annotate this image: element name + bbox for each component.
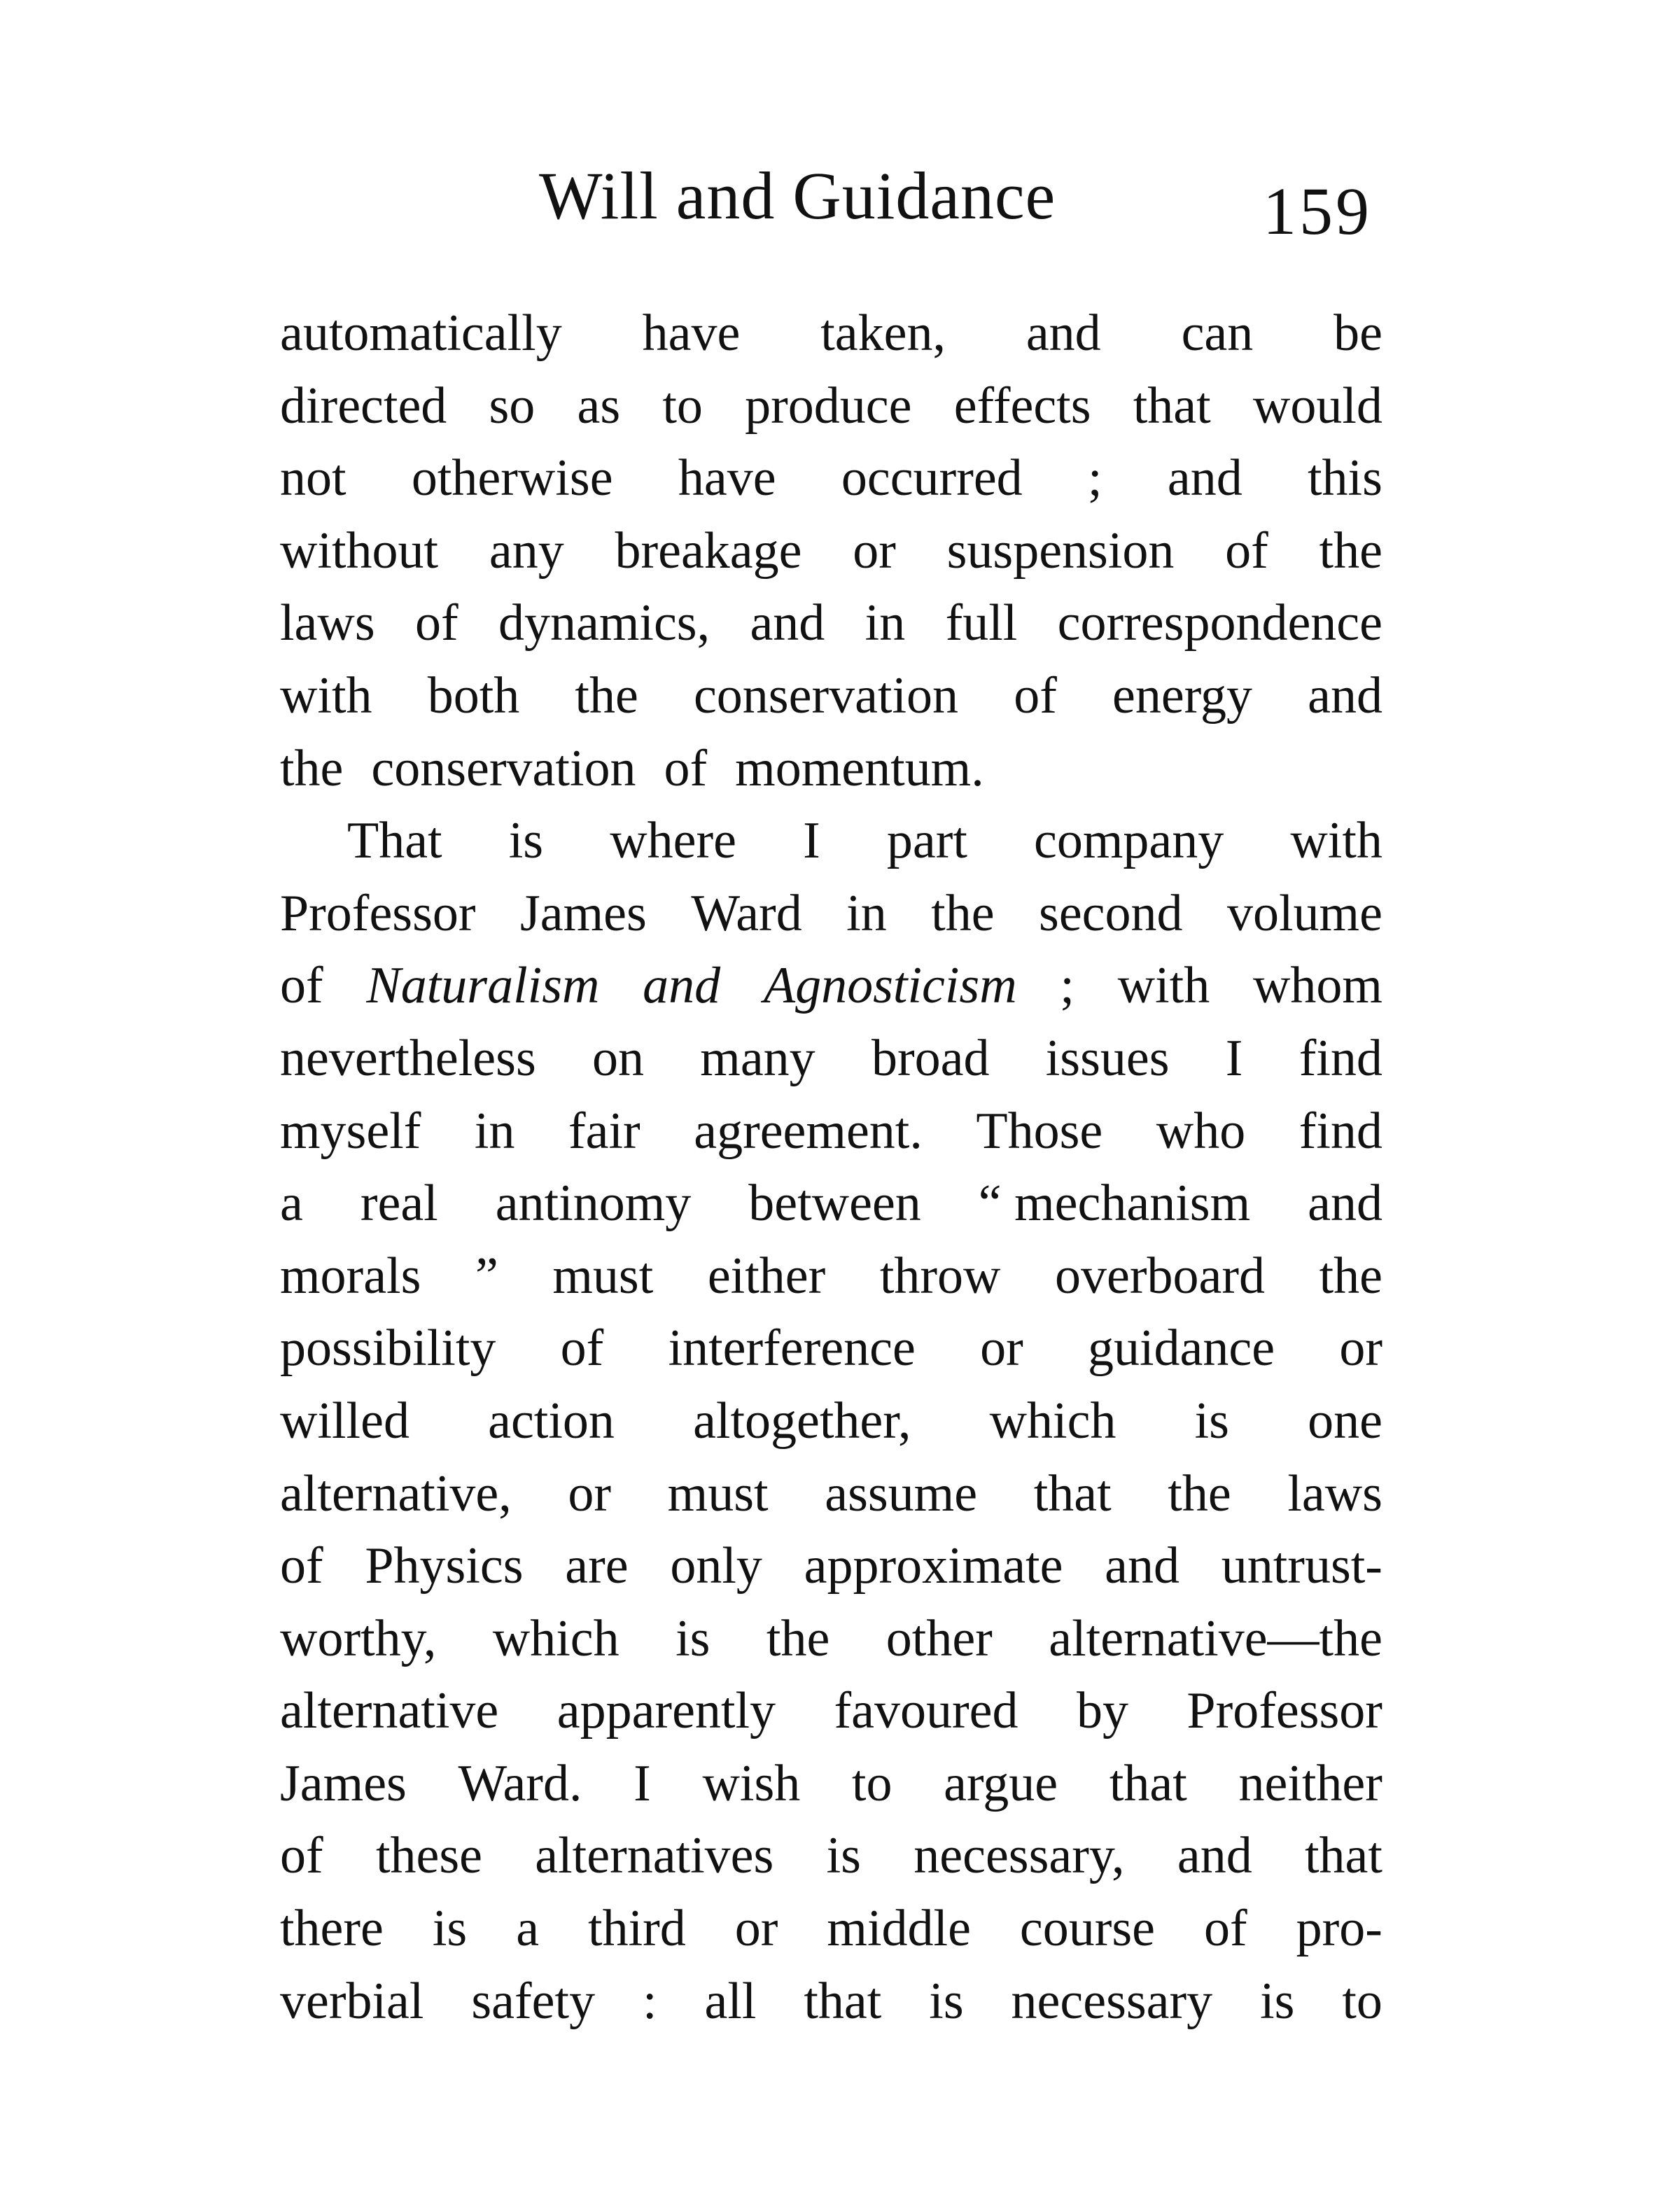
word: is <box>1194 1392 1229 1450</box>
word: have <box>678 449 776 507</box>
word: find <box>1298 1029 1382 1087</box>
page-number: 159 <box>1263 174 1372 248</box>
word: guidance <box>1088 1320 1275 1378</box>
paragraph <box>280 805 1382 2038</box>
text-line <box>280 950 1382 1023</box>
word: is <box>676 1609 710 1667</box>
word: otherwise <box>411 449 613 507</box>
word: of <box>280 1827 323 1885</box>
text-line <box>280 1966 1382 2038</box>
word: there <box>280 1900 384 1958</box>
word: third <box>588 1900 686 1958</box>
word: the <box>931 884 995 942</box>
word: whom <box>1252 957 1382 1015</box>
word: antinomy <box>495 1175 692 1233</box>
word: or <box>980 1320 1023 1378</box>
word: interference <box>668 1320 916 1378</box>
text-line <box>280 298 1382 370</box>
word: is <box>1260 1972 1295 2030</box>
word: the <box>766 1609 830 1667</box>
word: only <box>670 1537 762 1595</box>
word: in <box>864 594 906 652</box>
word: necessary <box>1011 1972 1213 2030</box>
word: that <box>1304 1827 1382 1885</box>
word: with <box>280 666 372 724</box>
text-line <box>280 442 1382 515</box>
word: James <box>519 884 647 942</box>
word: nevertheless <box>280 1029 536 1087</box>
text-line <box>280 515 1382 588</box>
word: dynamics, <box>498 594 710 652</box>
word: is <box>929 1972 964 2030</box>
word: part <box>886 812 967 870</box>
word: altogether, <box>693 1392 911 1450</box>
word: of <box>280 1537 323 1595</box>
word: is <box>432 1900 468 1958</box>
word: and <box>1308 1175 1382 1233</box>
word: the <box>1319 1247 1382 1305</box>
word: James <box>280 1754 407 1812</box>
word: all <box>704 1972 757 2030</box>
word: where <box>610 812 736 870</box>
word: “ mechanism <box>978 1175 1251 1233</box>
word: as <box>577 377 621 435</box>
word: in <box>474 1102 515 1160</box>
word: to <box>662 377 703 435</box>
text-line <box>280 805 1382 878</box>
word: can <box>1181 304 1254 362</box>
word: I <box>634 1754 651 1812</box>
word: safety <box>471 1972 596 2030</box>
word: correspondence <box>1057 594 1382 652</box>
word: of <box>415 594 458 652</box>
text-line <box>280 1240 1382 1313</box>
body-text <box>280 298 1382 2038</box>
word: many <box>700 1029 816 1087</box>
text-line <box>280 1603 1382 1676</box>
word: both <box>427 666 520 724</box>
word: this <box>1308 449 1382 507</box>
word: conservation <box>693 666 959 724</box>
word: middle <box>827 1900 971 1958</box>
word: necessary, <box>913 1827 1125 1885</box>
word: broad <box>871 1029 990 1087</box>
word: are <box>565 1537 629 1595</box>
word: assume <box>825 1464 978 1522</box>
word: alternatives <box>535 1827 774 1885</box>
word: company <box>1034 812 1224 870</box>
word: with <box>1117 957 1210 1015</box>
word: the <box>1319 522 1382 580</box>
running-title: Will and Guidance <box>539 158 1056 233</box>
text-line <box>280 1168 1382 1240</box>
text-line <box>280 587 1382 660</box>
word: Physics <box>365 1537 524 1595</box>
word: apparently <box>556 1682 776 1740</box>
word: occurred <box>841 449 1023 507</box>
word: myself <box>280 1102 421 1160</box>
word: alternative—the <box>1049 1609 1382 1667</box>
word: conservation <box>371 739 636 797</box>
word: a <box>516 1900 540 1958</box>
word: and <box>1026 304 1101 362</box>
word: that <box>1133 377 1211 435</box>
italic-word: Agnosticism <box>763 957 1017 1015</box>
word: of <box>280 957 323 1015</box>
word: ; <box>1087 449 1102 507</box>
word: second <box>1039 884 1183 942</box>
word: not <box>280 449 346 507</box>
word: or <box>568 1464 612 1522</box>
word: worthy, <box>280 1609 437 1667</box>
word: laws <box>280 594 375 652</box>
word: in <box>846 884 887 942</box>
word: find <box>1298 1102 1382 1160</box>
word: to <box>851 1754 892 1812</box>
text-line <box>280 1096 1382 1168</box>
word: must <box>552 1247 654 1305</box>
word: one <box>1308 1392 1382 1450</box>
word: the <box>280 739 344 797</box>
word: real <box>360 1175 438 1233</box>
word: possibility <box>280 1320 496 1378</box>
word: automatically <box>280 304 562 362</box>
word: argue <box>944 1754 1058 1812</box>
word: who <box>1156 1102 1246 1160</box>
word: throw <box>879 1247 1001 1305</box>
word: Ward. <box>458 1754 582 1812</box>
text-line <box>280 1385 1382 1458</box>
word: directed <box>280 377 447 435</box>
word: alternative, <box>280 1464 512 1522</box>
word: any <box>489 522 564 580</box>
word: untrust- <box>1221 1537 1382 1595</box>
word: with <box>1290 812 1382 870</box>
word: have <box>642 304 741 362</box>
word: by <box>1076 1682 1128 1740</box>
word: approximate <box>804 1537 1063 1595</box>
word: be <box>1334 304 1382 362</box>
word: and <box>1177 1827 1252 1885</box>
word: breakage <box>615 522 802 580</box>
word: is <box>826 1827 861 1885</box>
text-line <box>280 660 1382 733</box>
word: Those <box>976 1102 1103 1160</box>
word: full <box>945 594 1018 652</box>
word: effects <box>953 377 1091 435</box>
word: favoured <box>834 1682 1018 1740</box>
text-line <box>280 1893 1382 1966</box>
word: fair <box>568 1102 640 1160</box>
word: momentum. <box>735 739 984 797</box>
word: issues <box>1045 1029 1170 1087</box>
word: course <box>1019 1900 1156 1958</box>
word: the <box>575 666 638 724</box>
word: action <box>488 1392 615 1450</box>
word: willed <box>280 1392 410 1450</box>
word: agreement. <box>694 1102 923 1160</box>
word: verbial <box>280 1972 424 2030</box>
word: I <box>1225 1029 1243 1087</box>
text-line <box>280 1675 1382 1748</box>
word: that <box>1109 1754 1187 1812</box>
text-line <box>280 1820 1382 1893</box>
text-line <box>280 1023 1382 1096</box>
word: and <box>1308 666 1382 724</box>
paragraph <box>280 298 1382 805</box>
word: which <box>492 1609 620 1667</box>
word: the <box>1168 1464 1231 1522</box>
word: of <box>1225 522 1268 580</box>
word: ” <box>475 1247 498 1305</box>
text-line <box>280 733 1382 806</box>
word: That <box>347 812 442 870</box>
word: produce <box>745 377 912 435</box>
word: neither <box>1238 1754 1382 1812</box>
word: on <box>592 1029 645 1087</box>
word: ; <box>1060 957 1074 1015</box>
word: of <box>664 739 708 797</box>
italic-word: and <box>643 957 721 1015</box>
word: of <box>1014 666 1057 724</box>
text-line <box>280 878 1382 951</box>
word: and <box>750 594 825 652</box>
text-line <box>280 1748 1382 1821</box>
word: other <box>886 1609 993 1667</box>
text-line <box>280 1530 1382 1603</box>
word: alternative <box>280 1682 499 1740</box>
word: Professor <box>280 884 476 942</box>
word: would <box>1252 377 1382 435</box>
word: and <box>1167 449 1242 507</box>
word: : <box>643 1972 657 2030</box>
word: and <box>1105 1537 1180 1595</box>
word: suspension <box>946 522 1175 580</box>
word: so <box>489 377 536 435</box>
word: volume <box>1226 884 1382 942</box>
word: that <box>1033 1464 1112 1522</box>
word: morals <box>280 1247 421 1305</box>
word: a <box>280 1175 303 1233</box>
word: wish <box>702 1754 801 1812</box>
word: either <box>707 1247 826 1305</box>
word: between <box>748 1175 921 1233</box>
word: of <box>1204 1900 1247 1958</box>
word: which <box>989 1392 1116 1450</box>
word: overboard <box>1055 1247 1266 1305</box>
word: of <box>560 1320 604 1378</box>
word: or <box>1339 1320 1382 1378</box>
word: must <box>667 1464 769 1522</box>
word: taken, <box>820 304 946 362</box>
word: or <box>853 522 896 580</box>
italic-word: Naturalism <box>366 957 600 1015</box>
word: Professor <box>1186 1682 1382 1740</box>
word: these <box>375 1827 482 1885</box>
running-head <box>280 158 1386 262</box>
text-line <box>280 1312 1382 1385</box>
text-line <box>280 1458 1382 1531</box>
word: that <box>804 1972 882 2030</box>
word: Ward <box>691 884 802 942</box>
word: I <box>803 812 820 870</box>
word: to <box>1342 1972 1382 2030</box>
word: pro- <box>1296 1900 1382 1958</box>
word: without <box>280 522 439 580</box>
word: or <box>734 1900 778 1958</box>
text-line <box>280 370 1382 443</box>
word: energy <box>1112 666 1252 724</box>
word: is <box>508 812 544 870</box>
word: laws <box>1287 1464 1382 1522</box>
